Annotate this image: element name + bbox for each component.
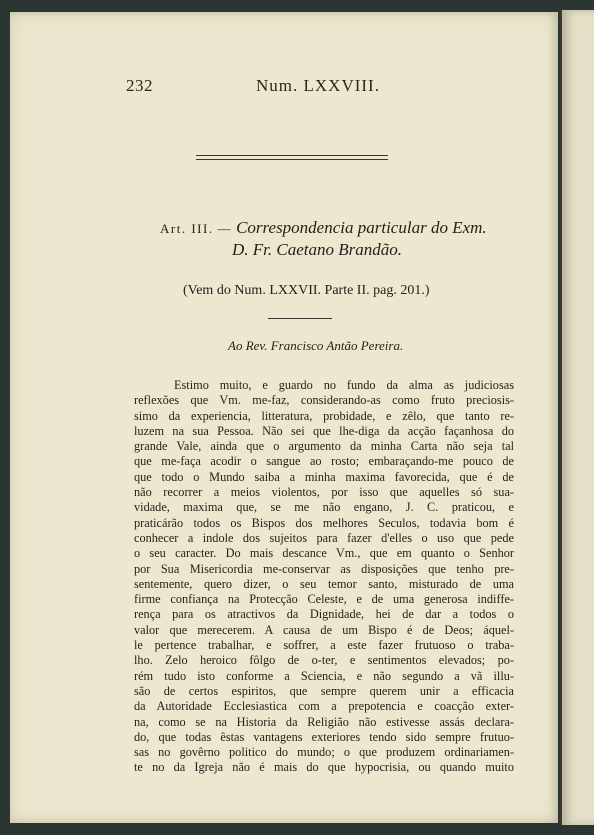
header-divider-rule bbox=[196, 155, 388, 160]
body-line: te no da Igreja não é mais do que hypocrisia, ou quando muito bbox=[134, 760, 514, 775]
body-line: le pertence trabalhar, e soffrer, a este fazer frutuoso o traba- bbox=[134, 638, 514, 653]
section-divider-rule bbox=[268, 318, 332, 319]
adjacent-page-edge bbox=[560, 10, 594, 825]
body-line: que todo o Mundo saiba a minha maxima favorecida, que é de bbox=[134, 469, 514, 484]
article-title-line1: Correspondencia particular do Exm. bbox=[236, 218, 487, 237]
body-line: reflexões que Vm. me-faz, considerando-as como fruto preciosis- bbox=[134, 393, 514, 408]
body-line: sas no govêrno politico do mundo; o que produzem ordinariamen- bbox=[134, 745, 514, 760]
body-line: grande Vale, ainda que o argumento da minha Carta não seja tal bbox=[134, 439, 514, 454]
continuation-note: (Vem do Num. LXXVII. Parte II. pag. 201.) bbox=[183, 283, 430, 298]
body-line: do, que todas êstas vantagens exteriores tendo sido sempre frutuo- bbox=[134, 729, 514, 744]
body-line: valor que merecerem. A causa de um Bispo é de Deos; áquel- bbox=[134, 622, 514, 637]
body-line: por Sua Misericordia me-conservar as disposições que tenho pre- bbox=[134, 561, 514, 576]
body-line: firme confiança na Protecção Celeste, e de uma generosa indiffe- bbox=[134, 592, 514, 607]
article-title-line2: D. Fr. Caetano Brandão. bbox=[232, 240, 402, 259]
body-line: não recorrer a meios violentos, por isso que aquelles só sua- bbox=[134, 485, 514, 500]
page-number: 232 bbox=[126, 76, 153, 95]
body-line: que me-faça acodir o sangue ao rosto; embaraçando-me pouco de bbox=[134, 454, 514, 469]
body-line: são de certos espiritos, que sempre querem unir a efficacia bbox=[134, 683, 514, 698]
letter-salutation: Ao Rev. Francisco Antão Pereira. bbox=[228, 338, 404, 353]
body-line: conhecer a indole dos sujeitos para fazer d'elles o uso que pede bbox=[134, 530, 514, 545]
body-line: praticárão todos os Bispos dos melhores Seculos, todavia bom é bbox=[134, 515, 514, 530]
body-line: rém tudo isto conforme a Sciencia, e não segundo a vã illu- bbox=[134, 668, 514, 683]
body-line: Estimo muito, e guardo no fundo da alma as judiciosas bbox=[174, 378, 514, 392]
body-line: sentemente, quero dizer, o seu temor santo, misturado de uma bbox=[134, 576, 514, 591]
running-head: Num. LXXVIII. bbox=[256, 76, 380, 95]
body-line: da Autoridade Ecclesiastica com a prepotencia e coacção exter- bbox=[134, 699, 514, 714]
article-heading bbox=[160, 218, 500, 259]
body-line: simo da experiencia, litteratura, probidade, e zêlo, que tanto re- bbox=[134, 408, 514, 423]
page-header bbox=[126, 76, 386, 98]
article-dash: — bbox=[217, 221, 233, 236]
body-line: luzem na sua Pessoa. Não sei que lhe-diga da acção façanhosa do bbox=[134, 423, 514, 438]
article-label: Art. III. bbox=[160, 221, 214, 236]
body-line: vidade, maxima que, se me não engano, J. C. praticou, e bbox=[134, 500, 514, 515]
body-line: o seu caracter. Do mais descance Vm., que em quanto o Senhor bbox=[134, 546, 514, 561]
letter-body bbox=[134, 378, 514, 776]
body-line: rença para os atractivos da Dignidade, hei de dar a todos o bbox=[134, 607, 514, 622]
body-line: na, como se na Historia da Religião não estivesse assás declara- bbox=[134, 714, 514, 729]
body-line: lho. Zelo heroico fôlgo de o-ter, e sentimentos elevados; po- bbox=[134, 653, 514, 668]
